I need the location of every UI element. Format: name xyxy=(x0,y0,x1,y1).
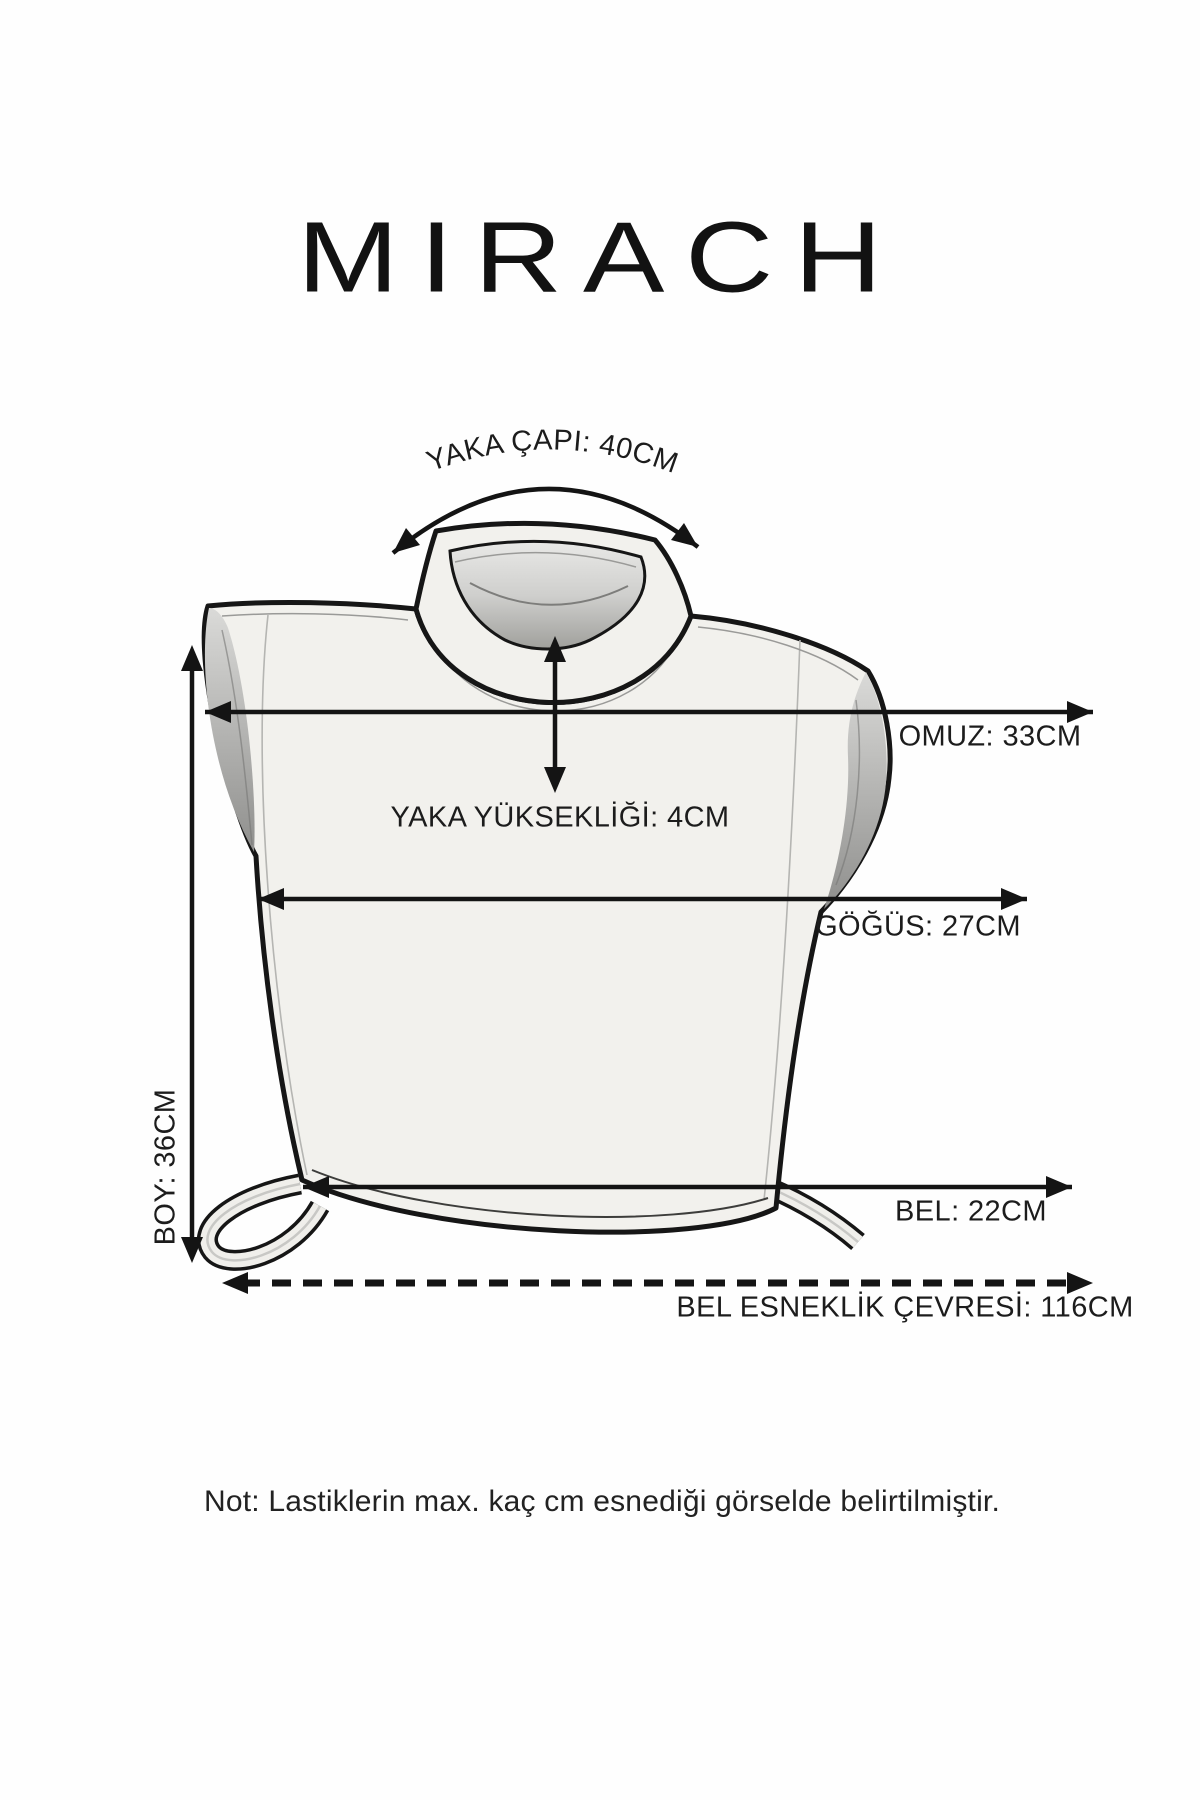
omuz-label: OMUZ: 33CM xyxy=(898,720,1082,753)
bel-label: BEL: 22CM xyxy=(895,1195,1047,1228)
right-tie-strap xyxy=(770,1188,858,1242)
yaka-capi-label: YAKA ÇAPI: 40CM xyxy=(422,424,683,480)
garment-group xyxy=(204,523,890,1260)
boy-label: BOY: 36CM xyxy=(149,1088,182,1246)
yaka-yuksekligi-label: YAKA YÜKSEKLİĞİ: 4CM xyxy=(390,801,730,834)
stretch-note: Not: Lastiklerin max. kaç cm esnediği görselde belirtilmiştir. xyxy=(203,1485,1001,1518)
brand-logo: MIRACH xyxy=(297,201,903,314)
bel-esneklik-label: BEL ESNEKLİK ÇEVRESİ: 116CM xyxy=(676,1291,1134,1324)
left-tie-loop xyxy=(207,1184,320,1260)
gogus-label: GÖĞÜS: 27CM xyxy=(815,910,1021,943)
